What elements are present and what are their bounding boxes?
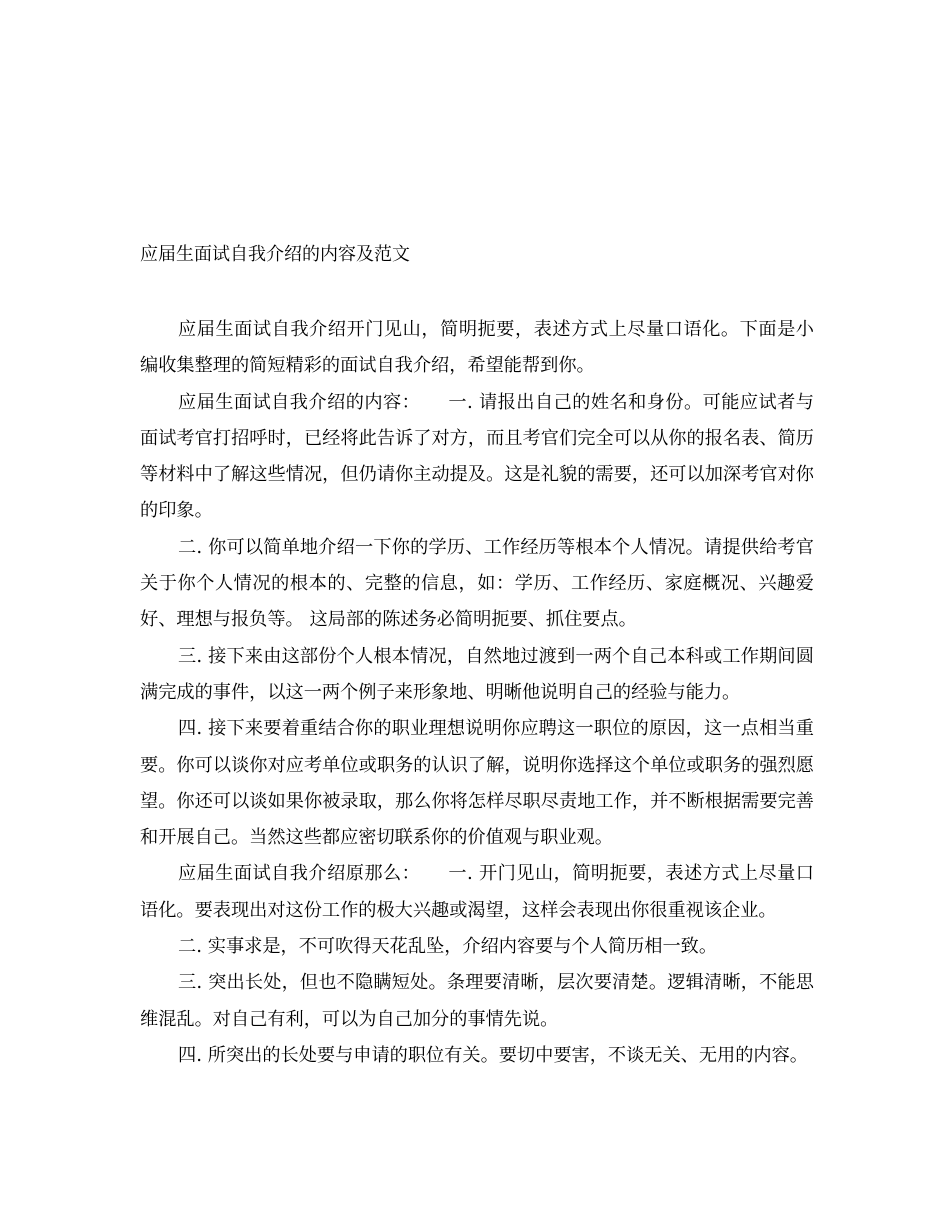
paragraph-content-point-3: 三. 接下来由这部份个人根本情况，自然地过渡到一两个自己本科或工作期间圆满完成的事件，以这一两个例子来形象地、明晰他说明自己的经验与能力。 [140, 645, 814, 703]
paragraph-intro: 应届生面试自我介绍开门见山，简明扼要，表述方式上尽量口语化。下面是小编收集整理的简短精彩的面试自我介绍，希望能帮到你。 [140, 319, 814, 377]
paragraph-content-point-2: 二. 你可以简单地介绍一下你的学历、工作经历等根本个人情况。请提供给考官关于你个人情况的根本的、完整的信息，如：学历、工作经历、家庭概况、兴趣爱好、理想与报负等。 这局部的陈述务必简明扼要、抓住要点。 [140, 536, 814, 631]
paragraph-content-point-1: 应届生面试自我介绍的内容： 一. 请报出自己的姓名和身份。可能应试者与面试考官打招呼时，已经将此告诉了对方，而且考官们完全可以从你的报名表、简历等材料中了解这些情况，但仍请你主动提及。这是礼貌的需要，还可以加深考官对你的印象。 [140, 391, 814, 522]
paragraph-principle-point-1: 应届生面试自我介绍原那么： 一. 开门见山，简明扼要，表述方式上尽量口语化。要表现出对这份工作的极大兴趣或渴望，这样会表现出你很重视该企业。 [140, 863, 814, 921]
paragraph-principle-point-3: 三. 突出长处，但也不隐瞒短处。条理要清晰，层次要清楚。逻辑清晰，不能思维混乱。对自己有利，可以为自己加分的事情先说。 [140, 972, 814, 1030]
document-title: 应届生面试自我介绍的内容及范文 [140, 244, 410, 265]
document-body [140, 312, 814, 1074]
paragraph-principle-point-4: 四. 所突出的长处要与申请的职位有关。要切中要害，不谈无关、无用的内容。 [178, 1044, 808, 1066]
paragraph-content-point-4: 四. 接下来要着重结合你的职业理想说明你应聘这一职位的原因，这一点相当重要。你可以谈你对应考单位或职务的认识了解，说明你选择这个单位或职务的强烈愿望。你还可以谈如果你被录取，那么你将怎样尽职尽责地工作，并不断根据需要完善和开展自己。当然这些都应密切联系你的价值观与职业观。 [140, 718, 814, 849]
paragraph-principle-point-2: 二. 实事求是，不可吹得天花乱坠，介绍内容要与个人简历相一致。 [178, 936, 718, 958]
